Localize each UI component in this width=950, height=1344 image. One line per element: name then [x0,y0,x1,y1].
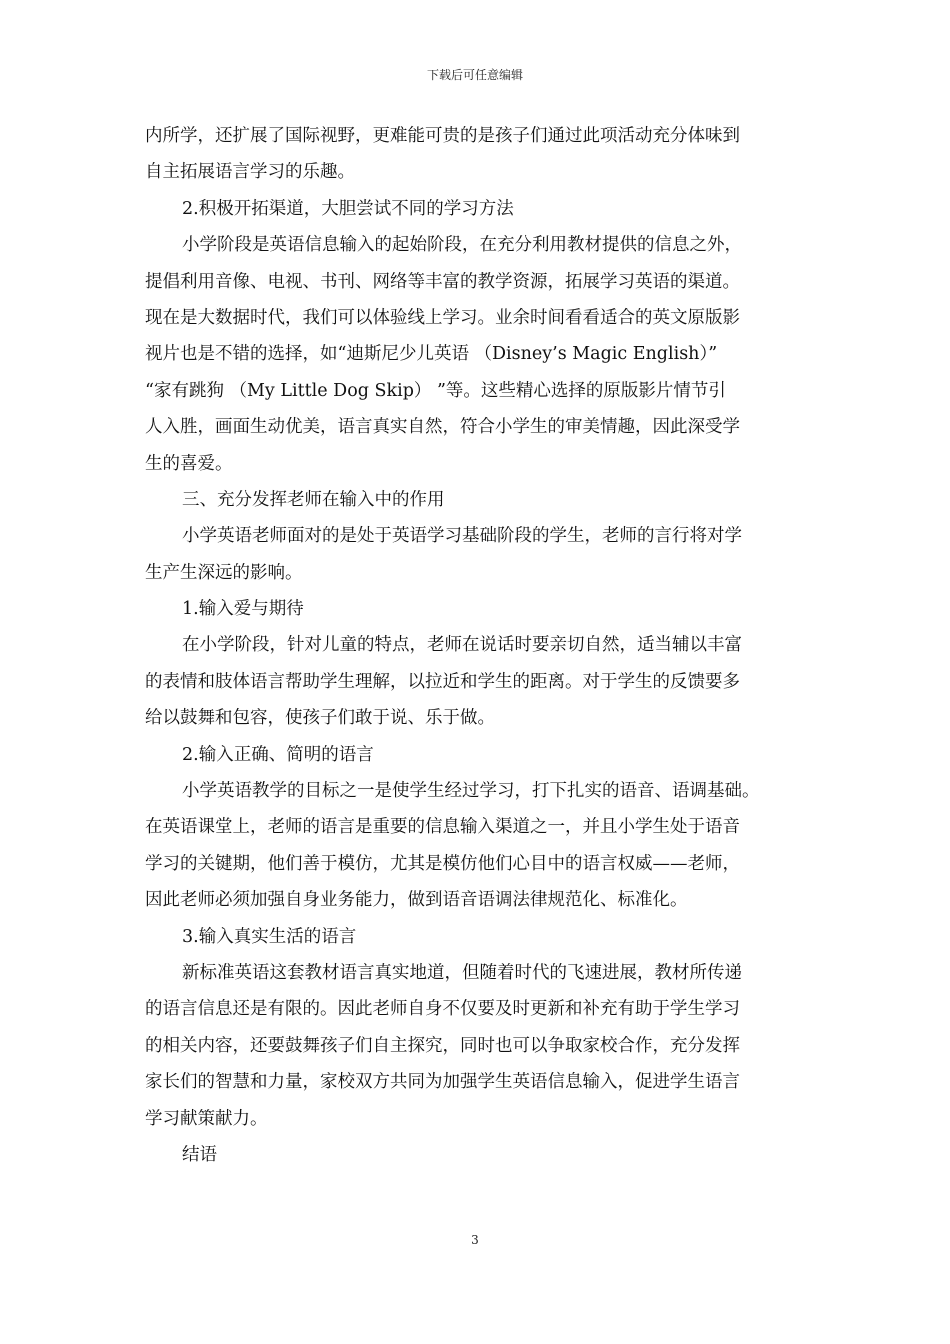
document-body [145,118,810,1173]
text-line: 学习的关键期，他们善于模仿，尤其是模仿他们心目中的语言权威——老师， [145,853,740,874]
text-line: 结语 [182,1144,217,1165]
text-line: 人入胜，画面生动优美，语言真实自然，符合小学生的审美情趣，因此深受学 [145,417,740,438]
text-line: 现在是大数据时代，我们可以体验线上学习。业余时间看看适合的英文原版影 [145,307,740,328]
text-line: 的相关内容，还要鼓舞孩子们自主探究，同时也可以争取家校合作，充分发挥 [145,1035,740,1056]
text-line: 2.输入正确、简明的语言 [182,744,374,765]
page-number: 3 [471,1233,479,1247]
text-line: 内所学，还扩展了国际视野，更难能可贵的是孩子们通过此项活动充分体味到 [145,126,740,146]
text-line: 的语言信息还是有限的。因此老师自身不仅要及时更新和补充有助于学生学习 [145,999,740,1020]
text-line: 小学英语教学的目标之一是使学生经过学习，打下扎实的语音、语调基础。 [182,781,760,802]
text-line: 视片也是不错的选择，如“迪斯尼少儿英语 （Disney’s Magic English）” [145,344,718,365]
text-line: 3.输入真实生活的语言 [182,926,357,947]
text-line: 生的喜爱。 [145,453,233,474]
text-line: 2.积极开拓渠道，大胆尝试不同的学习方法 [182,198,514,219]
text-line: 在小学阶段，针对儿童的特点，老师在说话时要亲切自然，适当辅以丰富 [182,635,742,656]
text-line: 的表情和肢体语言帮助学生理解，以拉近和学生的距离。对于学生的反馈要多 [145,671,740,692]
text-line: “家有跳狗 （My Little Dog Skip） ”等。这些精心选择的原版影片情节引 [145,380,726,401]
text-line: 给以鼓舞和包容，使孩子们敢于说、乐于做。 [145,708,495,729]
text-line: 新标准英语这套教材语言真实地道，但随着时代的飞速进展，教材所传递 [182,962,742,983]
text-line: 三、充分发挥老师在输入中的作用 [182,489,445,510]
text-line: 在英语课堂上，老师的语言是重要的信息输入渠道之一，并且小学生处于语音 [145,817,740,838]
text-line: 自主拓展语言学习的乐趣。 [145,162,355,183]
text-line: 因此老师必须加强自身业务能力，做到语音语调法律规范化、标准化。 [145,890,688,911]
text-line: 提倡利用音像、电视、书刊、网络等丰富的教学资源，拓展学习英语的渠道。 [145,271,740,292]
text-line: 1.输入爱与期待 [182,599,304,620]
text-line: 小学阶段是英语信息输入的起始阶段，在充分利用教材提供的信息之外， [182,235,742,256]
text-line: 家长们的智慧和力量，家校双方共同为加强学生英语信息输入，促进学生语言 [145,1072,740,1093]
text-line: 小学英语老师面对的是处于英语学习基础阶段的学生，老师的言行将对学 [182,526,742,547]
text-line: 学习献策献力。 [145,1108,268,1129]
page-header: 下载后可任意编辑 [426,68,523,82]
text-line: 生产生深远的影响。 [145,562,303,583]
